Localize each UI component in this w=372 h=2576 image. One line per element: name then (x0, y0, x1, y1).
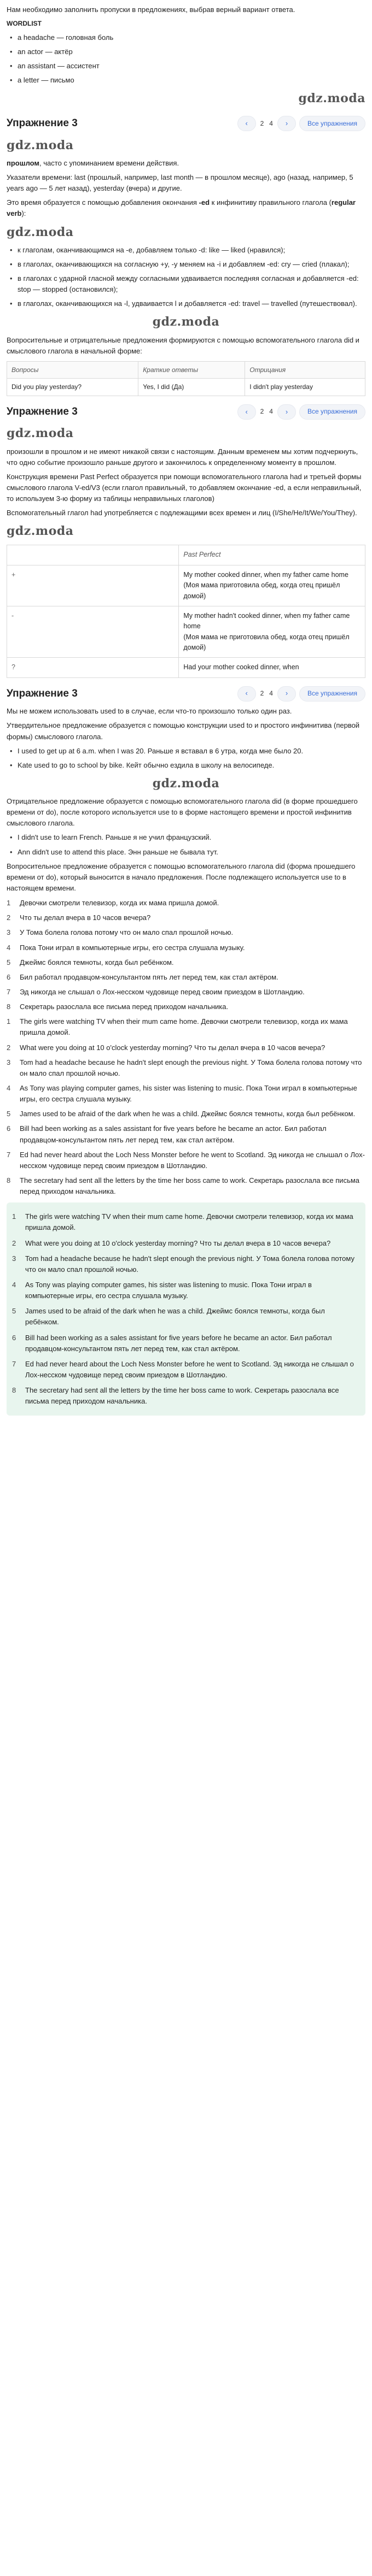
exercise-title: Упражнение 3 (7, 405, 78, 417)
table-cell: + (7, 565, 179, 606)
pager (237, 116, 365, 131)
next-button[interactable] (277, 686, 296, 702)
example-item: • I didn't use to learn French. Раньше я не учил французский. (9, 832, 365, 843)
watermark: gdz.moda (7, 426, 74, 441)
pager (237, 686, 365, 702)
wordlist-item: • an assistant — ассистент (9, 61, 365, 72)
chevron-left-icon: ‹ (245, 407, 248, 416)
watermark: gdz.moda (7, 524, 74, 539)
table-cell: I didn't play yesterday (245, 379, 365, 396)
table-cell: - (7, 606, 179, 658)
all-exercises-button[interactable]: Все упражнения (299, 404, 365, 420)
page-number: 2 (260, 119, 264, 127)
sentence-list (7, 898, 365, 1012)
watermark: gdz.moda (152, 315, 220, 329)
rules-list (7, 245, 365, 310)
paragraph: Вспомогательный глагол had употребляется с подлежащими всех времен и лиц (I/She/He/It/We/You/They). (7, 509, 357, 517)
answers-block (7, 1202, 365, 1416)
paragraph: Отрицательное предложение образуется с помощью вспомогательного глагола did (в форме прошедшего времени от do), после которого используется use to в форме настоящего времени и простой инфинитив смыслового глагола. (7, 797, 358, 828)
all-exercises-button[interactable]: Все упражнения (299, 116, 365, 131)
paragraph: Вопросительные и отрицательные предложения формируются с помощью вспомогательного глагола did и смыслового глагола в начальной форме: (7, 335, 359, 355)
list-item: 8 The secretary had sent all the letters by the time her boss came to work. Секретарь разослала все письма перед приходом начальника. (7, 1176, 360, 1196)
list-item: 3 У Тома болела голова потому что он мало спал прошлой ночью. (7, 928, 234, 937)
watermark: gdz.moda (152, 776, 220, 791)
examples-positive (7, 746, 365, 771)
chevron-left-icon: ‹ (245, 119, 248, 128)
paragraph: Мы не можем использовать used to в случае, если что-то произошло только один раз. (7, 707, 292, 716)
list-item: 8 Секретарь разослала все письма перед приходом начальника. (7, 1003, 229, 1011)
paragraph: прошлом, часто с упоминанием времени действия. (7, 158, 179, 167)
list-item: 4 As Tony was playing computer games, his sister was listening to music. Пока Тони играл в компьютерные игры, его сестра слушала музыку. (12, 1280, 312, 1300)
list-item: 7 Эд никогда не слышал о Лох-несском чудовище перед своим приездом в Шотландию. (7, 988, 305, 997)
paragraph: Утвердительное предложение образуется с помощью конструкции used to и простого инфинитива (первой формы) смыслового глагола. (7, 721, 360, 741)
list-item: 3 Tom had a headache because he hadn't slept enough the previous night. У Тома болела голова потому что он мало спал прошлой ночью. (12, 1254, 354, 1274)
wordlist-item: • a letter — письмо (9, 75, 365, 86)
examples-negative (7, 832, 365, 857)
watermark: gdz.moda (7, 138, 74, 152)
watermark: gdz.moda (298, 91, 365, 106)
table-cell: My mother cooked dinner, when my father came home (Моя мама приготовила обед, когда отец пришёл домой) (179, 565, 365, 606)
watermark: gdz.moda (7, 225, 74, 239)
page-number: 2 (260, 689, 264, 698)
table-cell: Yes, I did (Да) (138, 379, 245, 396)
list-item: 6 Bill had been working as a sales assistant for five years before he became an actor. Бил работал продавцом-консультантом пять лет перед тем, как стал актёром. (7, 1124, 327, 1144)
exercise-title: Упражнение 3 (7, 687, 78, 699)
list-item: 5 James used to be afraid of the dark when he was a child. Джеймс боялся темноты, когда был ребёнком. (12, 1307, 325, 1327)
example-item: • Ann didn't use to attend this place. Энн раньше не бывала тут. (9, 847, 365, 858)
table-header: Вопросы (7, 361, 138, 379)
wordlist (7, 32, 365, 86)
next-button[interactable] (277, 116, 296, 131)
list-item: 5 James used to be afraid of the dark when he was a child. Джеймс боялся темноты, когда был ребёнком. (7, 1110, 356, 1118)
wordlist-item: • an actor — актёр (9, 46, 365, 57)
paragraph: Это время образуется с помощью добавления окончания -ed к инфинитиву правильного глагола (regular verb): (7, 198, 356, 218)
next-button[interactable] (277, 404, 296, 420)
list-item: 2 What were you doing at 10 o'clock yesterday morning? Что ты делал вчера в 10 часов вечера? (12, 1239, 331, 1247)
prev-button[interactable] (237, 116, 256, 131)
list-item: 6 Бил работал продавцом-консультантом пять лет перед тем, как стал актёром. (7, 972, 278, 981)
did-table (7, 361, 365, 396)
list-item: 4 As Tony was playing computer games, his sister was listening to music. Пока Тони играл в компьютерные игры, его сестра слушала музыку. (7, 1084, 357, 1104)
list-item: 1 Девочки смотрели телевизор, когда их мама пришла домой. (7, 899, 219, 907)
chevron-right-icon: › (285, 689, 288, 698)
table-header: Past Perfect (179, 545, 365, 565)
list-item: 2 Что ты делал вчера в 10 часов вечера? (7, 913, 151, 922)
paragraph: Вопросительное предложение образуется с помощью вспомогательного глагола did (форма прошедшего времени от do), который выносится в начало предложения. После подлежащего используется use to в настоящем времени. (7, 862, 356, 893)
list-item: 6 Bill had been working as a sales assistant for five years before he became an actor. Бил работал продавцом-консультантом пять лет перед тем, как стал актёром. (12, 1333, 332, 1353)
table-cell: ? (7, 658, 179, 677)
list-item: 3 Tom had a headache because he hadn't slept enough the previous night. У Тома болела голова потому что он мало спал прошлой ночью. (7, 1058, 362, 1077)
wordlist-title: WORDLIST (7, 20, 42, 28)
task-list (7, 1016, 365, 1197)
list-item: 1 The girls were watching TV when their mum came home. Девочки смотрели телевизор, когда их мама пришла домой. (12, 1212, 353, 1232)
list-item: 8 The secretary had sent all the letters by the time her boss came to work. Секретарь разослала все письма перед приходом начальника. (12, 1386, 339, 1406)
page-number-next: 4 (269, 119, 273, 127)
table-cell: My mother hadn't cooked dinner, when my father came home (Моя мама не приготовила обед, когда отец пришёл домой) (179, 606, 365, 658)
exercise-header (7, 404, 365, 420)
table-cell: Did you play yesterday? (7, 379, 138, 396)
past-perfect-table (7, 545, 365, 677)
example-item: • Kate used to go to school by bike. Кейт обычно ездила в школу на велосипеде. (9, 760, 365, 771)
table-cell: Had your mother cooked dinner, when (179, 658, 365, 677)
exercise-title: Упражнение 3 (7, 117, 78, 129)
table-header: Отрицания (245, 361, 365, 379)
list-item: 2 What were you doing at 10 o'clock yesterday morning? Что ты делал вчера в 10 часов вечера? (7, 1043, 326, 1052)
paragraph: Конструкция времени Past Perfect образуется при помощи вспомогательного глагола had и третьей формы смыслового глагола V-ed/V3 (если глагол правильный, то добавляем окончание -ed, а если неправильный, то используем 3-ю форму из таблицы неправильных глаголов) (7, 472, 362, 503)
paragraph: произошли в прошлом и не имеют никакой связи с настоящим. Данным временем мы хотим подчеркнуть, что одно событие произошло раньше другого и закончилось к определенному моменту в прошлом. (7, 447, 358, 467)
answer-list (12, 1211, 360, 1407)
page-number: 2 (260, 408, 264, 416)
chevron-right-icon: › (285, 407, 288, 416)
paragraph: Указатели времени: last (прошлый, например, last month — в прошлом месяце), ago (назад, например, 5 years ago — 5 лет назад), yesterday (вчера) и другие. (7, 173, 353, 193)
exercise-header (7, 115, 365, 131)
chevron-right-icon: › (285, 119, 288, 128)
rule-item: • в глаголах с ударной гласной между согласными удваивается последняя согласная и добавляется -ed: stop — stopped (остановился); (9, 273, 365, 295)
page-number-next: 4 (269, 689, 273, 698)
example-item: • I used to get up at 6 a.m. when I was 20. Раньше я вставал в 6 утра, когда мне было 20. (9, 746, 365, 757)
rule-item: • в глаголах, оканчивающихся на согласную +y, -y меняем на -i и добавляем -ed: cry — cried (плакал); (9, 259, 365, 270)
table-header: Краткие ответы (138, 361, 245, 379)
rule-item: • в глаголах, оканчивающихся на -l, удваивается l и добавляется -ed: travel — travelled (путешествовал). (9, 298, 365, 309)
list-item: 4 Пока Тони играл в компьютерные игры, его сестра слушала музыку. (7, 943, 245, 952)
wordlist-item: • a headache — головная боль (9, 32, 365, 43)
prev-button[interactable] (237, 404, 256, 420)
rule-item: • к глаголам, оканчивающимся на -e, добавляем только -d: like — liked (нравился); (9, 245, 365, 256)
exercise-header (7, 686, 365, 702)
page-number-next: 4 (269, 408, 273, 416)
prev-button[interactable] (237, 686, 256, 702)
intro-text: Нам необходимо заполнить пропуски в предложениях, выбрав верный вариант ответа. (7, 5, 295, 14)
pager (237, 404, 365, 420)
list-item: 1 The girls were watching TV when their mum came home. Девочки смотрели телевизор, когда их мама пришла домой. (7, 1017, 348, 1037)
chevron-left-icon: ‹ (245, 689, 248, 698)
all-exercises-button[interactable]: Все упражнения (299, 686, 365, 702)
list-item: 7 Ed had never heard about the Loch Ness Monster before he went to Scotland. Эд никогда не слышал о Лох-несском чудовище перед своим приездом в Шотландию. (12, 1359, 354, 1379)
list-item: 5 Джеймс боялся темноты, когда был ребёнком. (7, 958, 174, 966)
list-item: 7 Ed had never heard about the Loch Ness Monster before he went to Scotland. Эд никогда не слышал о Лох-несском чудовище перед своим приездом в Шотландию. (7, 1150, 365, 1170)
